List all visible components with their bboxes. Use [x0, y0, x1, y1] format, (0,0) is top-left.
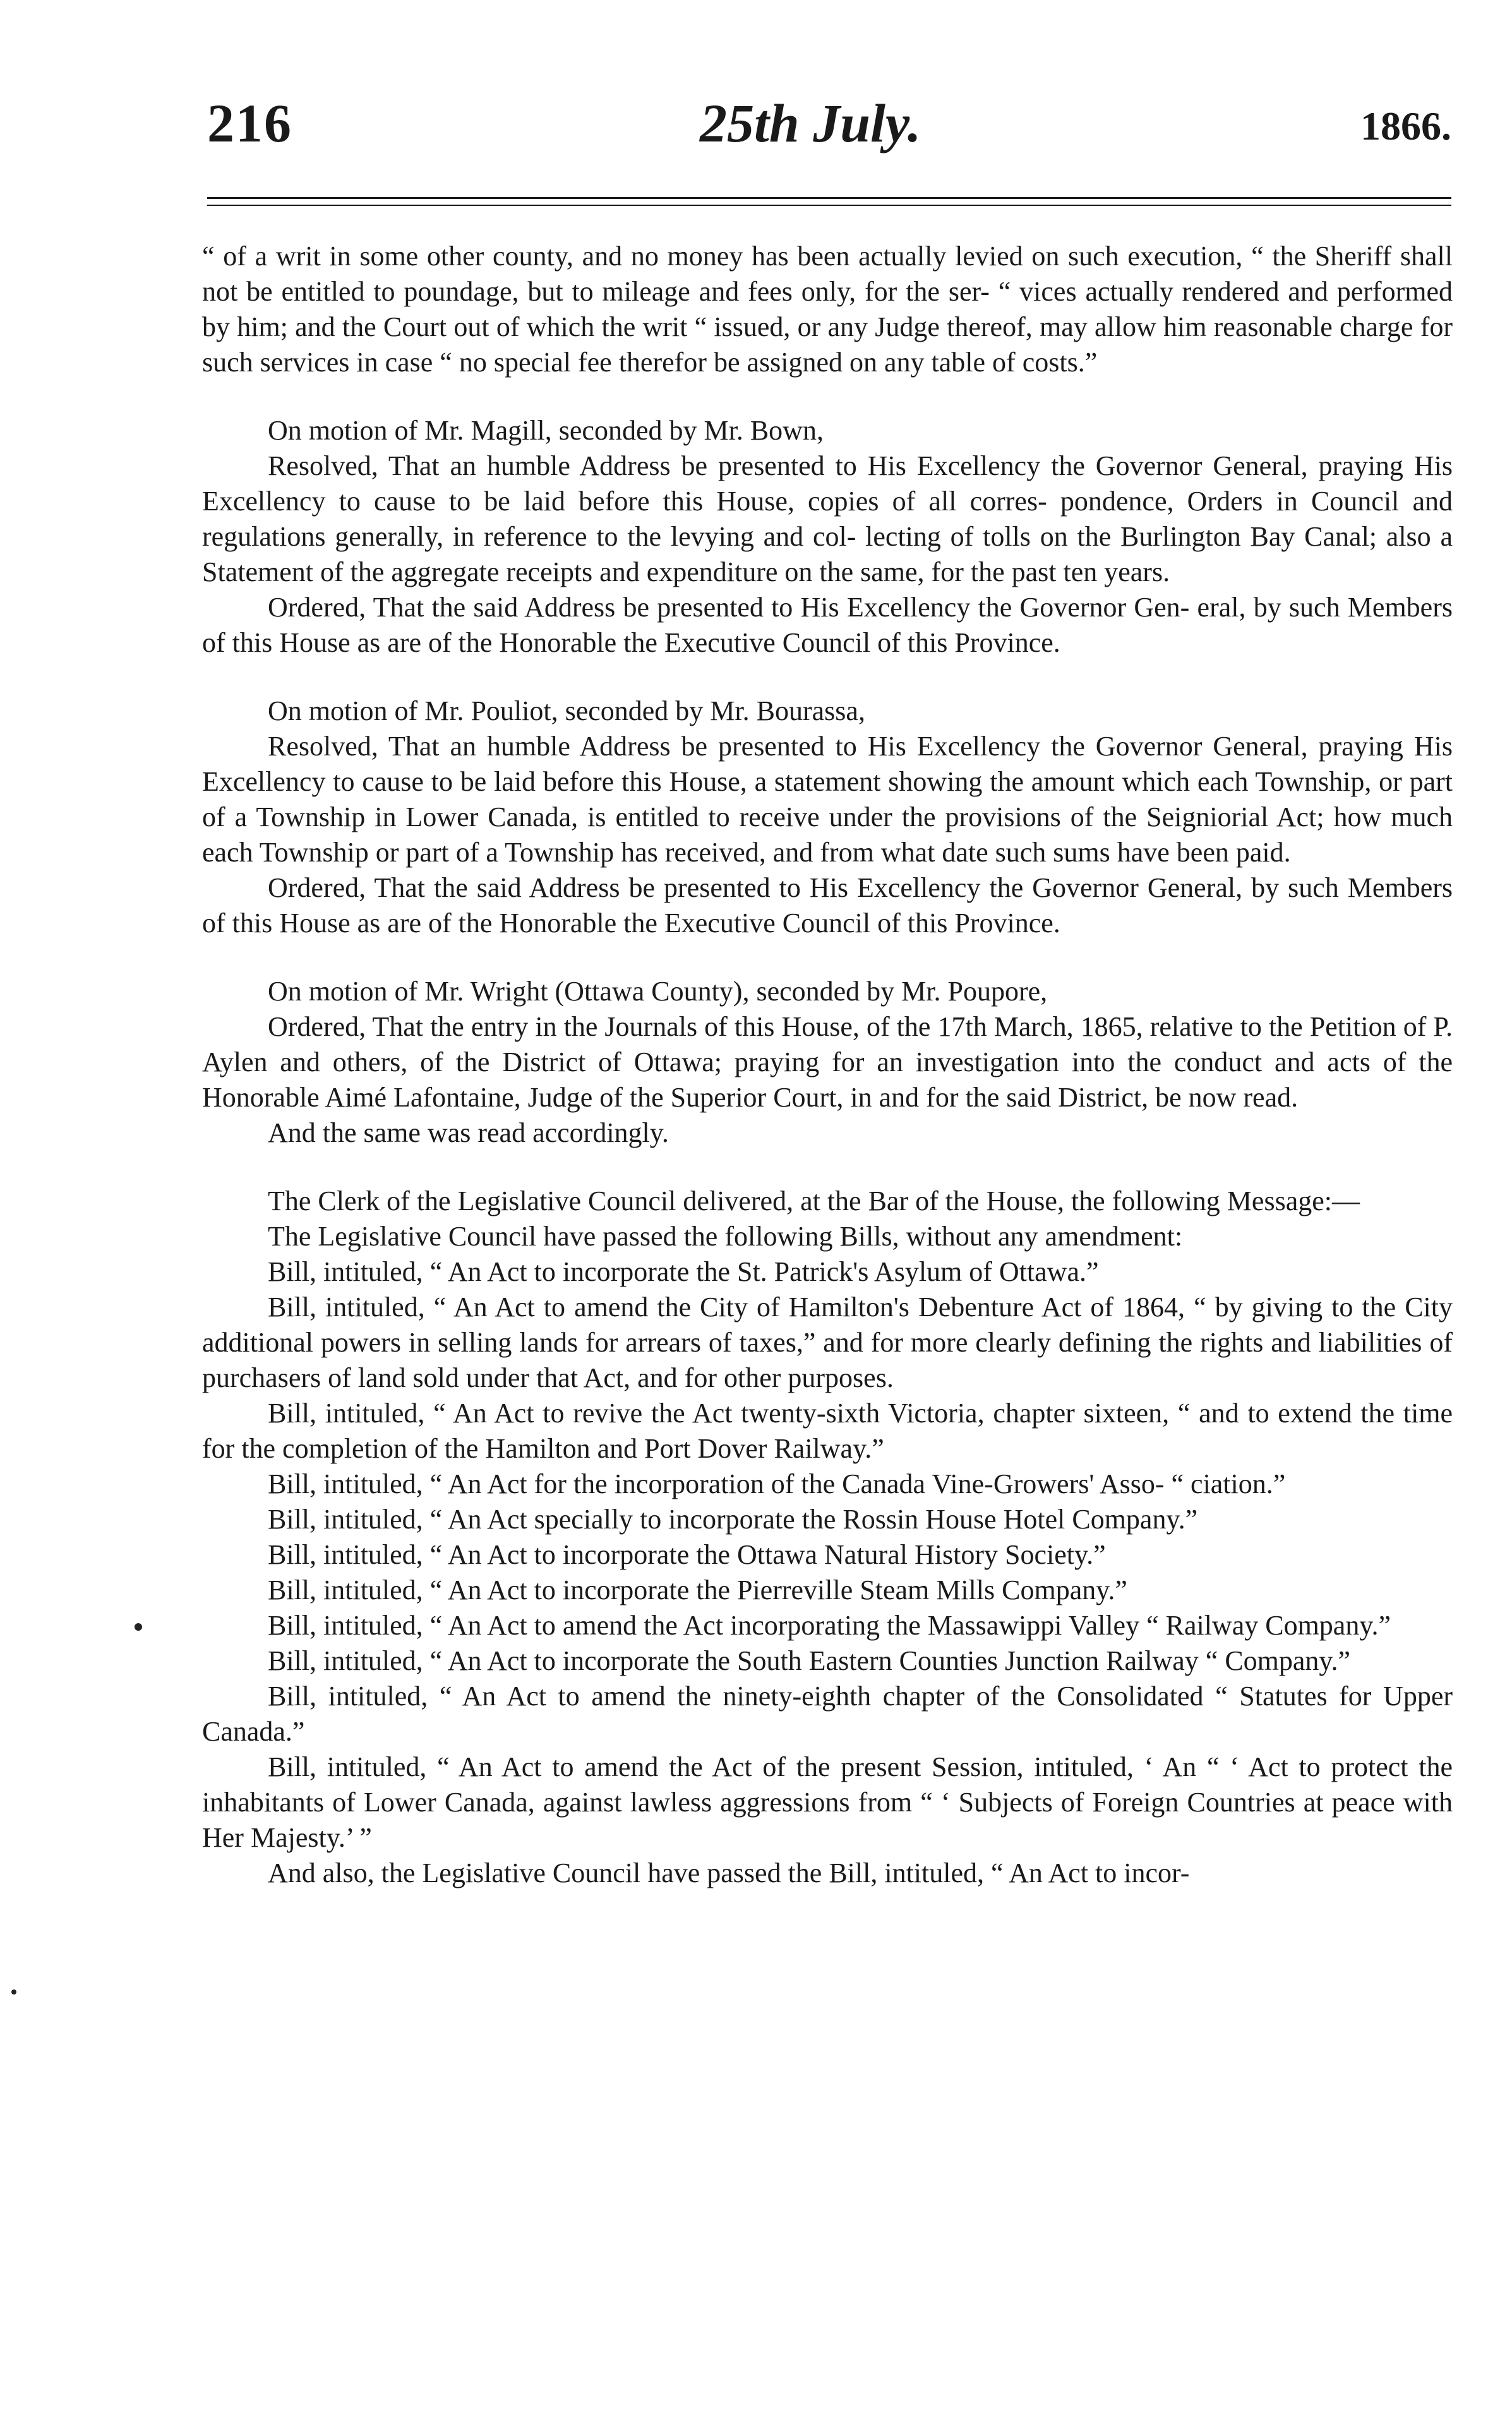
paragraph: The Clerk of the Legislative Council delivered, at the Bar of the House, the following Message:—: [268, 1185, 1360, 1216]
paragraph: Bill, intituled, “ An Act to amend the Act incorporating the Massawippi Valley “ Railway Company.”: [268, 1610, 1391, 1641]
paragraph: And the same was read accordingly.: [268, 1117, 669, 1148]
header-rule-top: [207, 197, 1451, 199]
paragraph: Resolved, That an humble Address be presented to His Excellency the Governor General, praying His Excellency to cause to be laid before this House, a statement showing the amount which each Township, or part of a Township in Lower Canada, is entitled to receive under the provisions of the Seigniorial Act; how much each Township or part of a Township has received, and from what date such sums have been paid.: [202, 731, 1453, 868]
paragraph: Bill, intituled, “ An Act to incorporate the Ottawa Natural History Society.”: [268, 1539, 1106, 1570]
year: 1866.: [1360, 104, 1451, 148]
paragraph: Ordered, That the said Address be presented to His Excellency the Governor General, by such Members of this House as are of the Honorable the Executive Council of this Province.: [202, 872, 1453, 939]
page-number: 216: [207, 93, 292, 153]
header-rule-bottom: [207, 205, 1451, 206]
paragraph: Resolved, That an humble Address be presented to His Excellency the Governor General, praying His Excellency to cause to be laid before this House, copies of all corres- pondence, Orders in Council and regulations generally, in reference to the levying and col- lecting of tolls on the Burlington Bay Canal; also a Statement of the aggregate receipts and expenditure on the same, for the past ten years.: [202, 450, 1453, 587]
paragraph: Bill, intituled, “ An Act to amend the ninety-eighth chapter of the Consolidated “ Statutes for Upper Canada.”: [202, 1681, 1453, 1747]
paragraph: Bill, intituled, “ An Act to incorporate the South Eastern Counties Junction Railway “ Company.”: [268, 1645, 1351, 1676]
paragraph: Ordered, That the entry in the Journals of this House, of the 17th March, 1865, relative to the Petition of P. Aylen and others, of the District of Ottawa; praying for an investigation into the conduct and acts of the Honorable Aimé Lafontaine, Judge of the Superior Court, in and for the said District, be now read.: [202, 1011, 1453, 1113]
margin-mark: [135, 1623, 142, 1631]
journal-body: [202, 239, 1453, 1891]
paragraph-gap: [202, 380, 1453, 413]
paragraph: Bill, intituled, “ An Act to amend the City of Hamilton's Debenture Act of 1864, “ by giving to the City additional powers in selling lands for arrears of taxes,” and for more clearly defining the rights and liabilities of purchasers of land sold under that Act, and for other purposes.: [202, 1292, 1453, 1393]
paragraph-gap: [202, 661, 1453, 693]
paragraph: Ordered, That the said Address be presented to His Excellency the Governor Gen- eral, by such Members of this House as are of the Honorable the Executive Council of this Province.: [202, 592, 1453, 658]
paragraph: And also, the Legislative Council have passed the Bill, intituled, “ An Act to incor-: [268, 1857, 1190, 1888]
paragraph: “ of a writ in some other county, and no money has been actually levied on such execution, “ the Sheriff shall not be entitled to poundage, but to mileage and fees only, for the ser- “ vices actually rendered and performed by him; and the Court out of which the writ “ issued, or any Judge thereof, may allow him reasonable charge for such services in case “ no special fee therefor be assigned on any table of costs.”: [202, 241, 1453, 378]
page-header: [207, 92, 1451, 174]
paragraph: On motion of Mr. Wright (Ottawa County), seconded by Mr. Poupore,: [268, 976, 1048, 1007]
paragraph: On motion of Mr. Magill, seconded by Mr. Bown,: [268, 415, 824, 446]
paragraph: Bill, intituled, “ An Act to amend the Act of the present Session, intituled, ‘ An “ ‘ Act to protect the inhabitants of Lower Canada, against lawless aggressions from “ ‘ Subjects of Foreign Countries at peace with Her Majesty.’ ”: [202, 1751, 1453, 1853]
running-title: 25th July.: [700, 93, 921, 153]
paragraph-gap: [202, 941, 1453, 974]
paragraph: Bill, intituled, “ An Act specially to incorporate the Rossin House Hotel Company.”: [268, 1504, 1198, 1535]
paragraph: Bill, intituled, “ An Act to incorporate the Pierreville Steam Mills Company.”: [268, 1575, 1127, 1605]
paragraph: On motion of Mr. Pouliot, seconded by Mr. Bourassa,: [268, 695, 865, 726]
margin-mark: [11, 1989, 16, 1995]
paragraph: The Legislative Council have passed the following Bills, without any amendment:: [268, 1221, 1183, 1252]
paragraph: Bill, intituled, “ An Act to incorporate the St. Patrick's Asylum of Ottawa.”: [268, 1256, 1099, 1287]
paragraph: Bill, intituled, “ An Act for the incorporation of the Canada Vine-Growers' Asso- “ ciation.”: [268, 1468, 1286, 1499]
paragraph: Bill, intituled, “ An Act to revive the Act twenty-sixth Victoria, chapter sixteen, “ and to extend the time for the completion of the Hamilton and Port Dover Railway.”: [202, 1398, 1453, 1464]
paragraph-gap: [202, 1151, 1453, 1184]
